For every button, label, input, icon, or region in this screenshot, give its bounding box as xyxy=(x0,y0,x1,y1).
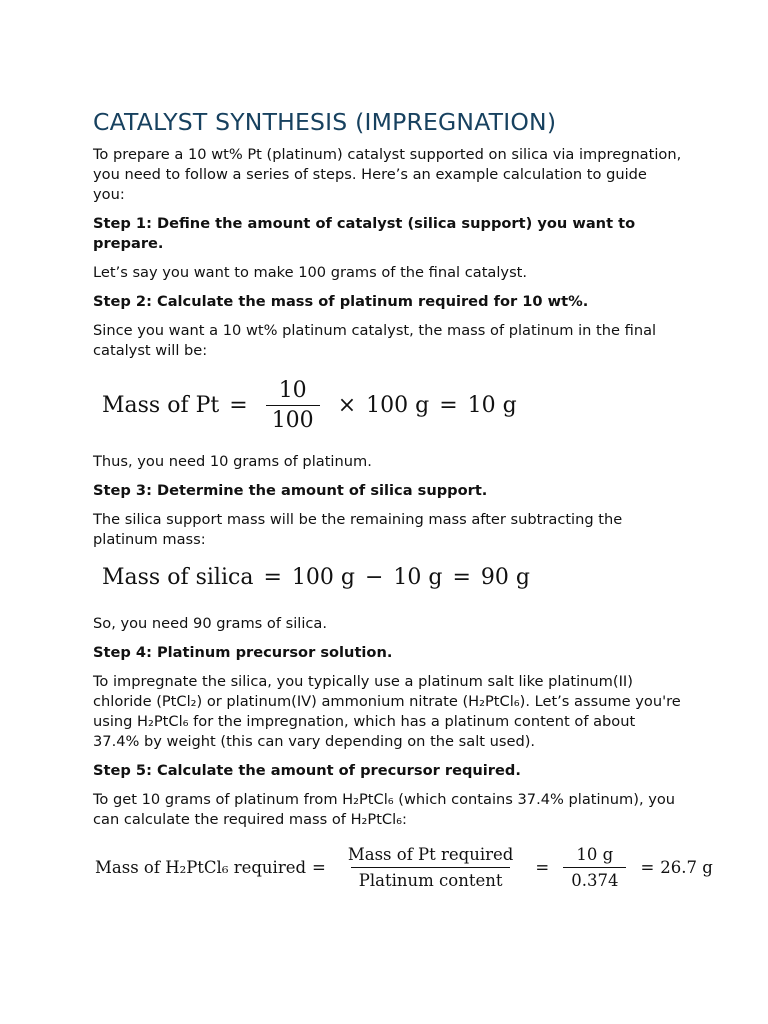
eq3-frac1-numerator: Mass of Pt required xyxy=(347,844,514,864)
eq3-equals-3: = xyxy=(640,857,655,877)
eq3-equals: = xyxy=(312,857,326,877)
eq2-equals-2: = xyxy=(452,564,471,590)
eq2-equals: = xyxy=(263,564,282,590)
eq2-a: 100 g xyxy=(291,564,355,590)
step3-heading: Step 3: Determine the amount of silica support. xyxy=(93,482,488,499)
step5-text: To get 10 grams of platinum from H₂PtCl₆ (which contains 37.4% platinum), you can calculate the required mass of H₂PtCl₆: xyxy=(93,791,676,828)
eq1-equals: = xyxy=(229,392,248,418)
eq1-fraction xyxy=(266,378,320,433)
intro-paragraph: To prepare a 10 wt% Pt (platinum) catalyst supported on silica via impregnation, you need to follow a series of steps. Here’s an example calculation to guide you: xyxy=(93,146,682,203)
eq1-times: × xyxy=(337,392,357,418)
step3-text: The silica support mass will be the remaining mass after subtracting the platinum mass: xyxy=(93,511,623,548)
eq3-equals-2: = xyxy=(535,857,550,877)
eq3-frac2-numerator: 10 g xyxy=(576,844,614,864)
step2-result: Thus, you need 10 grams of platinum. xyxy=(93,453,372,470)
equation-mass-of-pt xyxy=(102,372,683,438)
eq3-frac1-denominator: Platinum content xyxy=(351,867,511,890)
step2-heading: Step 2: Calculate the mass of platinum required for 10 wt%. xyxy=(93,293,589,310)
eq3-result: 26.7 g xyxy=(660,857,713,877)
equation-precursor-mass xyxy=(95,842,713,892)
step5-heading: Step 5: Calculate the amount of precursor required. xyxy=(93,762,521,779)
eq2-result: 90 g xyxy=(480,564,530,590)
eq3-lhs: Mass of H₂PtCl₆ required xyxy=(95,857,307,877)
step2-text: Since you want a 10 wt% platinum catalyst, the mass of platinum in the final catalyst will be: xyxy=(93,322,657,359)
eq1-factor: 100 g xyxy=(366,392,430,418)
eq2-b: 10 g xyxy=(393,564,443,590)
eq1-denominator: 100 xyxy=(266,405,320,433)
eq3-fraction-2 xyxy=(563,845,626,890)
eq3-frac2-denominator: 0.374 xyxy=(563,867,626,890)
eq1-result: 10 g xyxy=(467,392,517,418)
step3-result: So, you need 90 grams of silica. xyxy=(93,615,327,632)
document-body xyxy=(93,107,713,892)
step1-heading: Step 1: Define the amount of catalyst (silica support) you want to prepare. xyxy=(93,215,636,252)
eq1-equals-2: = xyxy=(439,392,458,418)
document-title: CATALYST SYNTHESIS (IMPREGNATION) xyxy=(93,108,557,136)
eq1-numerator: 10 xyxy=(278,377,307,403)
eq1-lhs: Mass of Pt xyxy=(102,392,220,418)
step4-text: To impregnate the silica, you typically use a platinum salt like platinum(II) chloride (PtCl₂) or platinum(IV) ammonium nitrate (H₂PtCl₆). Let’s assume you're using H₂PtCl₆ for the impregnation, which has a platinum content of about 37.4% by weight (this can vary depending on the salt used). xyxy=(93,673,681,750)
eq2-lhs: Mass of silica xyxy=(102,564,254,590)
step1-text: Let’s say you want to make 100 grams of the final catalyst. xyxy=(93,264,528,281)
eq2-minus: − xyxy=(364,564,384,590)
equation-mass-of-silica xyxy=(102,560,683,594)
eq3-fraction-1 xyxy=(340,845,522,890)
step4-heading: Step 4: Platinum precursor solution. xyxy=(93,644,393,661)
